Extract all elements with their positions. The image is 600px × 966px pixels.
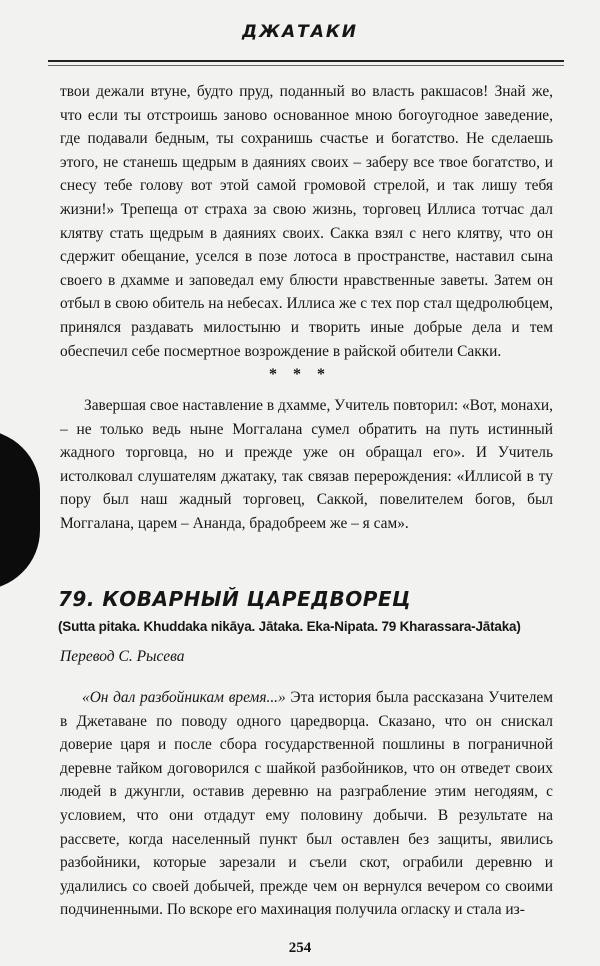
chapter-source-subtitle: (Sutta pitaka. Khuddaka nikāya. Jātaka. Eka-Nipata. 79 Kharassara-Jātaka) xyxy=(58,619,521,634)
header-rule xyxy=(48,60,564,66)
paragraph-conclusion xyxy=(60,394,553,536)
opening-verse-quote: «Он дал разбойникам время...» xyxy=(82,689,286,706)
page-number: 254 xyxy=(288,940,312,956)
section-separator: * * * xyxy=(269,366,331,383)
paragraph-continuation xyxy=(60,80,553,363)
chapter-title: 79. КОВАРНЫЙ ЦАРЕДВОРЕЦ xyxy=(58,587,412,611)
paragraph-2-text: Завершая свое наставление в дхамме, Учитель повторил: «Вот, монахи, – не только ведь ныне Моггалана сумел обратить на путь истинный жадного торговца, но и прежде уже он обращал его». И Учитель истолковал слушателям джатаку, так связав перерождения: «Иллисой в ту пору был наш жадный торговец, Саккой, повелителем богов, был Моггалана, царем – Ананда, брадобреем же – я сам». xyxy=(60,397,553,532)
translator-credit: Перевод С. Рысева xyxy=(60,648,185,665)
scan-edge-blot xyxy=(0,430,40,590)
paragraph-3 xyxy=(60,686,553,922)
paragraph-1-text: твои дежали втуне, будто пруд, поданный во власть ракшасов! Знай же, что если ты отстроишь заново основанное мною богоугодное заведение, где подавали бедным, ты сохранишь счастье и богатство. Не сделаешь этого, не станешь щедрым в даяниях своих – заберу все твое богатство, и снесу тебе голову вот этой самой громовой стрелой, и так лишу тебя жизни!» Трепеща от страха за свою жизнь, торговец Иллиса тотчас дал клятву стать щедрым в даяниях своих. Сакка взял с него клятву, что он сдержит обещание, уселся в позе лотоса в пространстве, наставил сына своего в дхамме и заповедал ему блюсти нравственные заветы. Затем он отбыл в свою обитель на небесах. Иллиса же с тех пор стал щедролюбцем, принялся раздавать милостыню и творить иные добрые дела и тем обеспечил себе посмертное возрождение в райской обители Сакки. xyxy=(60,83,553,360)
chapter-opening-paragraph xyxy=(60,686,553,922)
running-header: ДЖАТАКИ xyxy=(242,22,358,42)
paragraph-3-text: Эта история была рассказана Учителем в Джетаване по поводу одного царедворца. Сказано, что он снискал доверие царя и после сбора государственной пошлины в пограничной деревне тайком договорился с шайкой разбойников, что он отведет своих людей в джунгли, оставив деревню на разграбление этим негодяям, с условием, что они отдадут ему половину добычи. В результате на рассвете, когда населенный пункт был оставлен без защиты, явились разбойники, которые зарезали и съели скот, ограбили деревню и удалились со своей добычей, прежде чем он вернулся вечером со своими подчиненными. По вскоре его махинация получила огласку и стала из- xyxy=(60,689,553,919)
